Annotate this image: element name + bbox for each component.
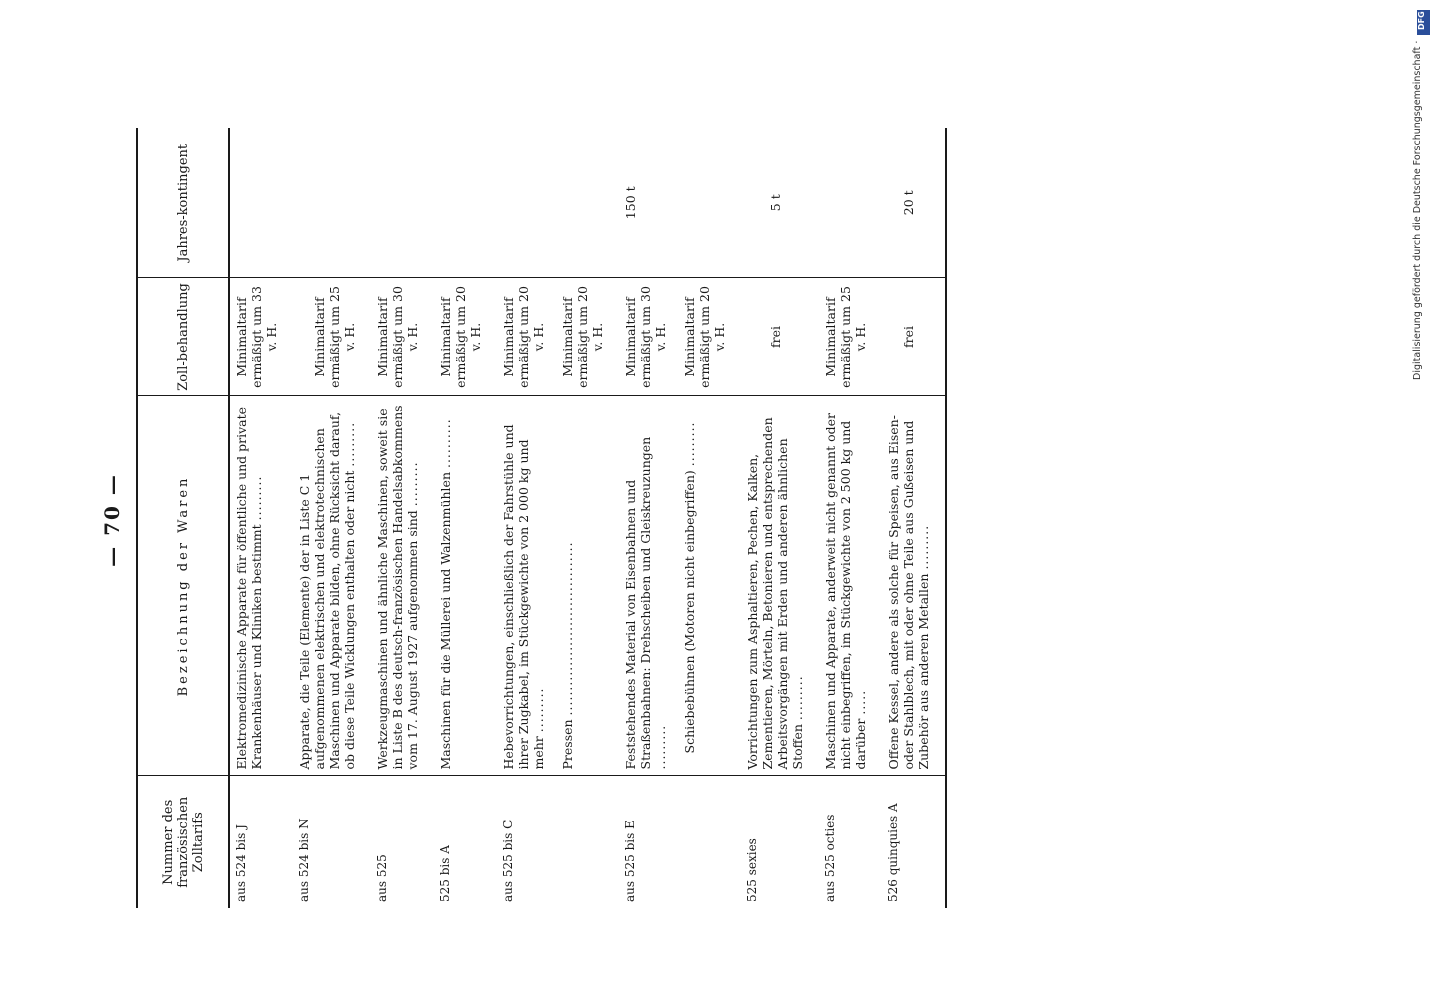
duty-treatment: Minimaltarif ermäßigt um 25 v. H. (293, 278, 371, 396)
tariff-number (560, 776, 619, 908)
annual-quota (560, 128, 619, 278)
header-duty-treatment: Zoll-behandlung (137, 278, 229, 396)
goods-description: Offene Kessel, andere als solche für Speisen, aus Eisen- oder Stahlblech, mit oder ohne Teile aus Gußeisen und Zubehör aus anderen Metallen ......... (882, 396, 946, 776)
duty-treatment: Minimaltarif ermäßigt um 20 v. H. (682, 278, 741, 396)
tariff-number: 525 bis A (438, 845, 452, 902)
page-number: — 70 — (100, 473, 124, 567)
annual-quota (371, 128, 434, 278)
annual-quota (229, 128, 293, 278)
duty-treatment: Minimaltarif ermäßigt um 33 v. H. (229, 278, 293, 396)
goods-description: Apparate, die Teile (Elemente) der in Liste C 1 aufgenommenen elektrischen und elektrotechnischen Maschinen und Apparate bilden, ohne Rücksicht darauf, ob diese Teile Wicklungen enthalten oder nicht ......... (293, 396, 371, 776)
table-row (371, 128, 434, 908)
table-header-row (137, 128, 229, 908)
description-text: Maschinen für die Müllerei und Walzenmühlen (438, 472, 453, 770)
tariff-number: 526 quinquies A (882, 776, 946, 908)
goods-description: Vorrichtungen zum Asphaltieren, Pechen, Kalken, Zementieren, Mörteln, Betonieren und entsprechenden Arbeitsvorgängen mit Erden und anderen ähnlichen Stoffen ......... (741, 396, 819, 776)
header-tariff-number: Nummer des französischen Zolltarifs (137, 776, 229, 908)
table-row (560, 128, 619, 908)
table-row (497, 128, 560, 908)
tariff-number: aus 524 bis J (234, 824, 248, 902)
table-row (619, 128, 682, 908)
duty-treatment: Minimaltarif ermäßigt um 30 v. H. (371, 278, 434, 396)
tariff-number: aus 524 bis N (297, 818, 311, 902)
tariff-number: aus 525 octies (823, 814, 837, 902)
annual-quota: 20 t (882, 128, 946, 278)
description-text: Apparate, die Teile (Elemente) der in Liste C 1 aufgenommenen elektrischen und elektrotechnischen Maschinen und Apparate bilden, ohne Rücksicht darauf, ob diese Teile Wicklungen enthalten oder nicht (297, 411, 357, 770)
duty-treatment: Minimaltarif ermäßigt um 30 v. H. (619, 278, 682, 396)
annual-quota (497, 128, 560, 278)
tariff-number: aus 525 (375, 854, 389, 902)
tariff-number: 525 sexies (745, 838, 759, 902)
description-text: Elektromedizinische Apparate für öffentliche und private Krankenhäuser und Kliniken bestimmt (234, 406, 264, 770)
description-text: Schiebebühnen (Motoren nicht einbegriffen) (682, 470, 697, 754)
goods-description: Maschinen und Apparate, anderweit nicht genannt oder nicht einbegriffen, im Stückgewichte von 2 500 kg und darüber ..... (819, 396, 882, 776)
annual-quota (434, 128, 497, 278)
description-text: Hebevorrichtungen, einschließlich der Fahrstühle und ihrer Zugkabel, im Stückgewichte von 2 000 kg und mehr (501, 424, 546, 770)
table-row (882, 128, 946, 908)
table-row (293, 128, 371, 908)
annual-quota: 5 t (741, 128, 819, 278)
annual-quota (293, 128, 371, 278)
tariff-number (682, 776, 741, 908)
table-row (819, 128, 882, 908)
description-text: Feststehendes Material von Eisenbahnen und Straßenbahnen: Drehscheiben und Gleiskreuzungen (623, 436, 653, 770)
goods-description: Werkzeugmaschinen und ähnliche Maschinen, soweit sie in Liste B des deutsch-französischen Handelsabkommens vom 17. August 1927 aufgenommen sind ......... (371, 396, 434, 776)
duty-treatment: frei (882, 278, 946, 396)
goods-description: Elektromedizinische Apparate für öffentliche und private Krankenhäuser und Kliniken bestimmt ......... (229, 396, 293, 776)
goods-description: Schiebebühnen (Motoren nicht einbegriffen) ......... (682, 396, 741, 776)
duty-treatment: Minimaltarif ermäßigt um 20 v. H. (434, 278, 497, 396)
annual-quota (682, 128, 741, 278)
tariff-number: aus 525 bis C (501, 819, 515, 902)
duty-treatment: Minimaltarif ermäßigt um 20 v. H. (560, 278, 619, 396)
tariff-table (136, 128, 947, 908)
description-text: Vorrichtungen zum Asphaltieren, Pechen, Kalken, Zementieren, Mörteln, Betonieren und entsprechenden Arbeitsvorgängen mit Erden und anderen ähnlichen Stoffen (745, 417, 805, 770)
goods-description: Feststehendes Material von Eisenbahnen und Straßenbahnen: Drehscheiben und Gleiskreuzungen ......... (619, 396, 682, 776)
tariff-number: aus 525 bis E (623, 820, 637, 902)
rotated-document-page (100, 100, 1300, 940)
goods-description: Pressen ................................... (560, 396, 619, 776)
table-row (682, 128, 741, 908)
annual-quota: 150 t (619, 128, 682, 278)
duty-treatment: frei (741, 278, 819, 396)
table-row (741, 128, 819, 908)
table-row (229, 128, 293, 908)
duty-treatment: Minimaltarif ermäßigt um 20 v. H. (497, 278, 560, 396)
header-goods-description: Bezeichnung der Waren (137, 396, 229, 776)
digitization-watermark: Digitalisierung gefördert durch die Deutsche Forschungsgemeinschaft · (1412, 40, 1423, 380)
dfg-logo-text: DFG (1417, 11, 1426, 30)
duty-treatment: Minimaltarif ermäßigt um 25 v. H. (819, 278, 882, 396)
description-text: Maschinen und Apparate, anderweit nicht genannt oder nicht einbegriffen, im Stückgewichte von 2 500 kg und darüber (823, 412, 868, 770)
annual-quota (819, 128, 882, 278)
description-text: Offene Kessel, andere als solche für Speisen, aus Eisen- oder Stahlblech, mit oder ohne Teile aus Gußeisen und Zubehör aus anderen Metallen (886, 415, 931, 770)
goods-description: Maschinen für die Müllerei und Walzenmühlen .......... (434, 396, 497, 776)
header-annual-quota: Jahres-kontingent (137, 128, 229, 278)
description-text: Pressen (560, 719, 575, 770)
table-row (434, 128, 497, 908)
description-text: Werkzeugmaschinen und ähnliche Maschinen, soweit sie in Liste B des deutsch-französischen Handelsabkommens vom 17. August 1927 aufgenommen sind (375, 405, 420, 770)
goods-description: Hebevorrichtungen, einschließlich der Fahrstühle und ihrer Zugkabel, im Stückgewichte von 2 000 kg und mehr ......... (497, 396, 560, 776)
dfg-logo-icon (1417, 10, 1430, 35)
